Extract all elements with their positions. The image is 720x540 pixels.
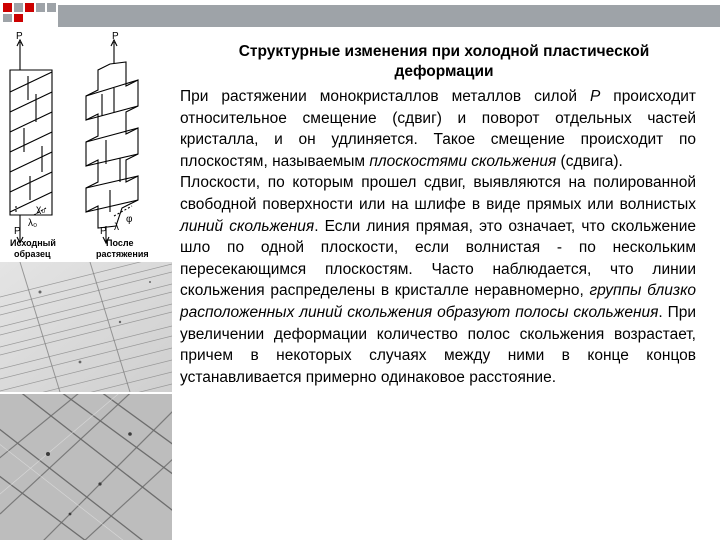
force-label-bottom-right: P bbox=[100, 226, 107, 237]
angle-label-right-2: λ bbox=[114, 222, 119, 233]
force-label-bottom-left: P bbox=[14, 226, 21, 237]
caption-original-line1: Исходный bbox=[10, 238, 56, 248]
p2-text-a: Плоскости, по которым прошел сдвиг, выявляются на полированной свободной поверхности или на шлифе в виде прямых или волнистых bbox=[180, 174, 696, 213]
paragraph-slip-lines bbox=[180, 172, 696, 388]
p2-slip-lines-term: линий скольжения bbox=[180, 217, 315, 235]
caption-stretched-line2: растяжения bbox=[96, 249, 149, 259]
slip-bands-micrograph-crossing bbox=[0, 394, 172, 540]
p1-text-e: (сдвига). bbox=[556, 152, 623, 170]
header-bar bbox=[58, 5, 720, 27]
slip-lines-micrograph-parallel bbox=[0, 262, 172, 392]
p2-text-c: . Если линия прямая, это означает, что скольжение шло по одной плоскости, если волнистая - по нескольким пересекающимся плоскостям. Часто наблюдается, что линии скольжения распределены в кристалле неравномерно, bbox=[180, 217, 696, 300]
force-label-top-left: P bbox=[16, 31, 23, 42]
caption-original-line2: образец bbox=[14, 249, 51, 259]
p1-text-a: При растяжении монокристаллов металлов силой bbox=[180, 88, 590, 105]
force-label-top-right: P bbox=[112, 31, 119, 42]
angle-label-left: χ₀ bbox=[36, 204, 46, 215]
p2-text-e: . При увеличении деформации количество полос скольжения возрастает, причем в некоторых случаях между ними в конце концов устанавливается примерно одинаковое расстояние. bbox=[180, 303, 696, 386]
decorative-squares bbox=[2, 2, 62, 22]
caption-stretched-line1: После bbox=[106, 238, 134, 248]
p1-force-symbol: P bbox=[589, 88, 601, 105]
angle-label-right: φ bbox=[126, 214, 133, 225]
paragraph-tension bbox=[180, 86, 696, 172]
p1-slip-planes-term: плоскостями скольжения bbox=[369, 152, 557, 170]
slide-body bbox=[180, 86, 696, 388]
crystal-stretching-diagram bbox=[6, 30, 156, 262]
p1-text-c: происходит относительное смещение (сдвиг) и поворот отдельных частей кристалла, и он удлиняется. Такое смещение происходит по плоскостям, называемым bbox=[180, 88, 696, 170]
slide-title: Структурные изменения при холодной пластической деформации bbox=[238, 43, 650, 80]
p2-slip-bands-term: группы близко расположенных линий скольжения образуют полосы скольжения bbox=[180, 282, 697, 321]
angle-label-left-2: λ₀ bbox=[28, 218, 38, 229]
